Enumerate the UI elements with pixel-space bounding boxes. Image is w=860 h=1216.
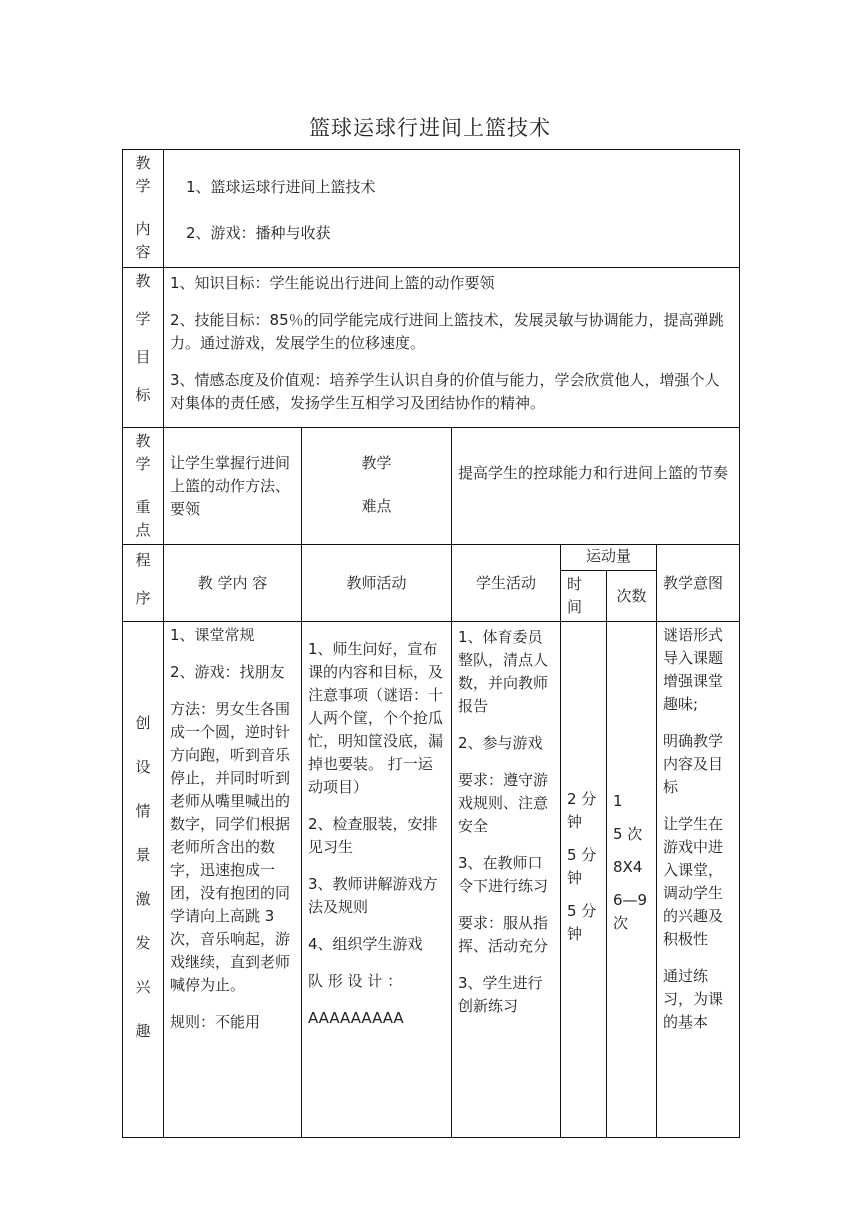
section-time: 2 分钟 5 分钟 5 分钟 — [561, 622, 607, 1138]
header-load: 运动量 — [561, 545, 657, 571]
header-row — [123, 545, 740, 571]
focus-row — [123, 428, 740, 545]
difficulty-label: 教学 难点 — [302, 428, 452, 545]
content-row — [123, 150, 740, 268]
objectives-label: 教 学 目 标 — [123, 268, 164, 428]
section-count: 1 5 次 8X4 6—9次 — [607, 622, 657, 1138]
objective-item: 1、知识目标：学生能说出行进间上篮的动作要领 — [170, 274, 495, 292]
header-count: 次数 — [607, 571, 657, 622]
objectives-cell — [164, 268, 740, 428]
section-label: 创 设 情 景 激 发 兴 趣 — [123, 622, 164, 1138]
document-title: 篮球运球行进间上篮技术 — [309, 116, 551, 140]
content-label: 教 学 内 容 — [123, 150, 164, 268]
section-student: 1、体育委员整队，清点人数，并向教师报告 2、参与游戏 要求：遵守游戏规则、注意安全 3、在教师口令下进行练习 要求：服从指挥、活动充分 3、学生进行创新练习 — [452, 622, 561, 1138]
section-teacher: 1、师生问好，宣布课的内容和目标，及注意事项（谜语：十人两个筐，个个抢瓜忙，明知筐没底，漏掉也要装。 打一运动项目） 2、检查服装，安排见习生 3、教师讲解游戏方法及规则 4、组织学生游戏 队 形 设 计 ： AAAAAAAAA — [302, 622, 452, 1138]
difficulty-text: 提高学生的控球能力和行进间上篮的节奏 — [452, 428, 740, 545]
header-student: 学生活动 — [452, 545, 561, 622]
header-intent: 教学意图 — [657, 545, 740, 622]
header-time: 时 间 — [561, 571, 607, 622]
objectives-row — [123, 268, 740, 428]
focus-label: 教 学 重 点 — [123, 428, 164, 545]
objective-item: 2、技能目标：85％的同学能完成行进间上篮技术，发展灵敏与协调能力，提高弹跳力。通过游戏，发展学生的位移速度。 — [170, 311, 724, 352]
lesson-plan-table — [122, 149, 740, 1138]
section-intent: 谜语形式导入课题增强课堂趣味; 明确教学内容及目标 让学生在游戏中进入课堂，调动学生的兴趣及积极性 通过练习，为课的基本 — [657, 622, 740, 1138]
focus-key-text: 让学生掌握行进间上篮的动作方法、要领 — [164, 428, 302, 545]
content-cell — [164, 150, 740, 268]
section-row — [123, 622, 740, 1138]
section-content: 1、课堂常规 2、游戏：找朋友 方法：男女生各围成一个圆，逆时针方向跑，听到音乐停止，并同时听到老师从嘴里喊出的数字，同学们根据老师所含出的数字，迅速抱成一团，没有抱团的同学请向上高跳 3次，音乐响起，游戏继续，直到老师喊停为止。 规则：不能用 — [164, 622, 302, 1138]
content-item: 1、篮球运球行进间上篮技术 — [186, 178, 376, 196]
content-item: 2、游戏：播种与收获 — [186, 224, 331, 242]
header-procedure: 程 序 — [123, 545, 164, 622]
formation-diagram: AAAAAAAAA — [308, 1009, 404, 1027]
objective-item: 3、情感态度及价值观：培养学生认识自身的价值与能力，学会欣赏他人，增强个人对集体的责任感，发扬学生互相学习及团结协作的精神。 — [170, 371, 720, 412]
header-teacher: 教师活动 — [302, 545, 452, 622]
header-content: 教 学内 容 — [164, 545, 302, 622]
